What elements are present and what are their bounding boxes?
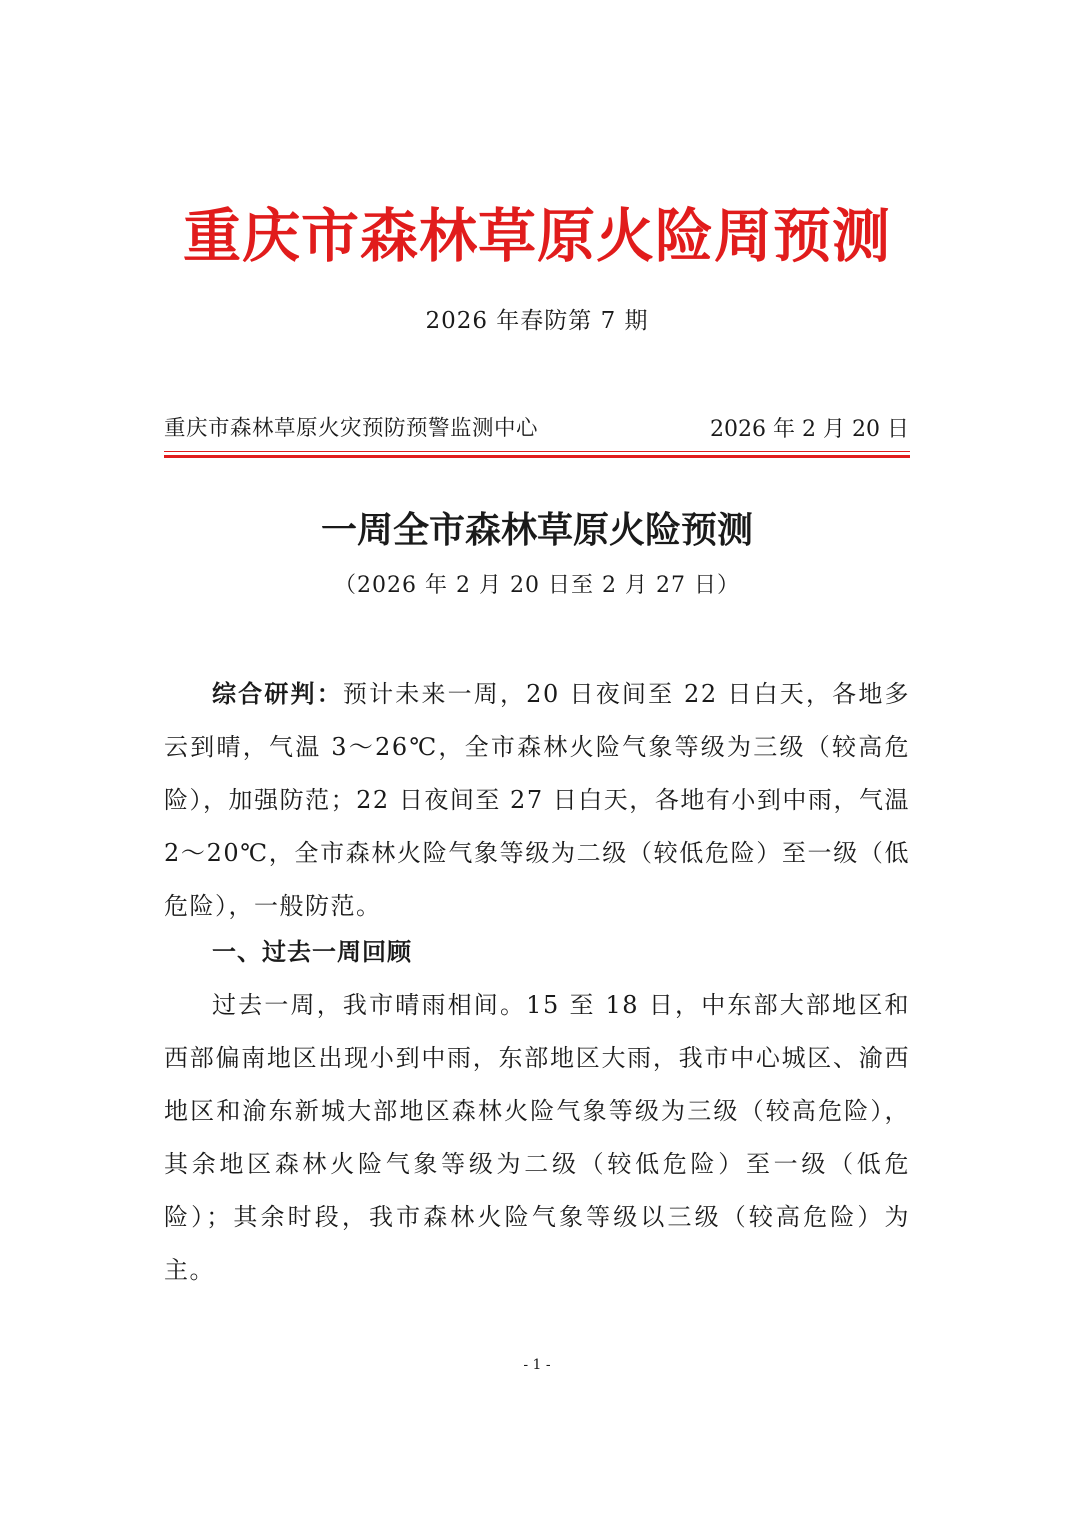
summary-text: 预计未来一周，20 日夜间至 22 日白天，各地多云到晴，气温 3～26℃，全市森林火险气象等级为三级（较高危险），加强防范；22 日夜间至 27 日白天，各地有小到中雨，气温 2～20℃，全市森林火险气象等级为二级（较低危险）至一级（低危险），一般防范。 bbox=[164, 680, 910, 920]
summary-paragraph bbox=[164, 668, 910, 933]
summary-label: 综合研判： bbox=[212, 680, 343, 708]
past-week-paragraph: 过去一周，我市晴雨相间。15 至 18 日，中东部大部地区和西部偏南地区出现小到中雨，东部地区大雨，我市中心城区、渝西地区和渝东新城大部地区森林火险气象等级为三级（较高危险），其余地区森林火险气象等级为二级（较低危险）至一级（低危险）；其余时段，我市森林火险气象等级以三级（较高危险）为主。 bbox=[164, 991, 910, 1284]
red-divider-thin bbox=[164, 451, 910, 452]
issuer-line bbox=[164, 414, 909, 446]
forecast-period: （2026 年 2 月 20 日至 2 月 27 日） bbox=[334, 573, 740, 598]
section-heading-past-week: 一、过去一周回顾 bbox=[212, 938, 412, 966]
issue-date: 2026 年 2 月 20 日 bbox=[710, 417, 909, 442]
issuing-organization: 重庆市森林草原火灾预防预警监测中心 bbox=[164, 416, 539, 441]
report-title: 一周全市森林草原火险预测 bbox=[320, 509, 753, 551]
issue-number: 2026 年春防第 7 期 bbox=[425, 308, 649, 334]
document-title: 重庆市森林草原火险周预测 bbox=[182, 202, 891, 270]
red-divider-thick bbox=[164, 455, 910, 458]
page-number: - 1 - bbox=[523, 1357, 551, 1373]
